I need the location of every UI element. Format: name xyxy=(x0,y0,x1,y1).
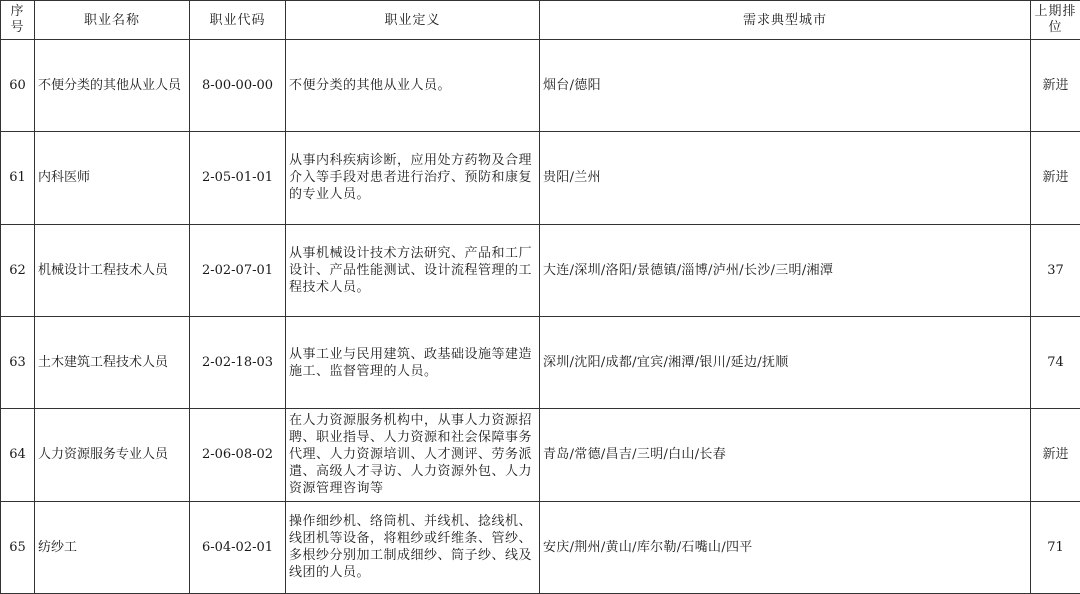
occupation-name: 机械设计工程技术人员 xyxy=(35,224,190,316)
occupation-code: 2-06-08-02 xyxy=(190,409,286,501)
occupation-definition: 从事机械设计技术方法研究、产品和工厂设计、产品性能测试、设计流程管理的工程技术人员。 xyxy=(286,224,540,316)
occupation-code: 2-02-18-03 xyxy=(190,316,286,408)
occupation-definition: 在人力资源服务机构中，从事人力资源招聘、职业指导、人力资源和社会保障事务代理、人力资源培训、人才测评、劳务派遣、高级人才寻访、人力资源外包、人力资源管理咨询等 xyxy=(286,409,540,501)
previous-rank: 新进 xyxy=(1031,132,1080,224)
row-number: 61 xyxy=(1,132,35,224)
previous-rank: 71 xyxy=(1031,501,1080,593)
occupation-definition: 从事工业与民用建筑、政基础设施等建造施工、监督管理的人员。 xyxy=(286,316,540,408)
occupation-code: 6-04-02-01 xyxy=(190,501,286,593)
header-name: 职业名称 xyxy=(35,1,190,40)
occupation-name: 纺纱工 xyxy=(35,501,190,593)
header-row xyxy=(1,1,1080,40)
occupation-code: 8-00-00-00 xyxy=(190,40,286,132)
header-code: 职业代码 xyxy=(190,1,286,40)
table-row xyxy=(1,40,1080,132)
demand-cities: 大连/深圳/洛阳/景德镇/淄博/泸州/长沙/三明/湘潭 xyxy=(540,224,1031,316)
previous-rank: 37 xyxy=(1031,224,1080,316)
occupation-code: 2-02-07-01 xyxy=(190,224,286,316)
header-cities: 需求典型城市 xyxy=(540,1,1031,40)
occupation-definition: 从事内科疾病诊断，应用处方药物及合理介入等手段对患者进行治疗、预防和康复的专业人员。 xyxy=(286,132,540,224)
previous-rank: 新进 xyxy=(1031,40,1080,132)
previous-rank: 新进 xyxy=(1031,409,1080,501)
occupation-definition: 不便分类的其他从业人员。 xyxy=(286,40,540,132)
row-number: 62 xyxy=(1,224,35,316)
header-num: 序号 xyxy=(1,1,35,40)
demand-cities: 贵阳/兰州 xyxy=(540,132,1031,224)
table-row xyxy=(1,132,1080,224)
demand-cities: 深圳/沈阳/成都/宜宾/湘潭/银川/延边/抚顺 xyxy=(540,316,1031,408)
occupation-name: 土木建筑工程技术人员 xyxy=(35,316,190,408)
row-number: 64 xyxy=(1,409,35,501)
occupation-name: 内科医师 xyxy=(35,132,190,224)
demand-cities: 青岛/常德/昌吉/三明/白山/长春 xyxy=(540,409,1031,501)
header-definition: 职业定义 xyxy=(286,1,540,40)
occupation-code: 2-05-01-01 xyxy=(190,132,286,224)
table-row xyxy=(1,224,1080,316)
row-number: 60 xyxy=(1,40,35,132)
row-number: 65 xyxy=(1,501,35,593)
table-row xyxy=(1,316,1080,408)
table-row xyxy=(1,409,1080,501)
occupation-name: 人力资源服务专业人员 xyxy=(35,409,190,501)
demand-cities: 烟台/德阳 xyxy=(540,40,1031,132)
header-prev-rank: 上期排位 xyxy=(1031,1,1080,40)
row-number: 63 xyxy=(1,316,35,408)
occupation-definition: 操作细纱机、络筒机、并线机、捻线机、线团机等设备，将粗纱或纤维条、管纱、多根纱分别加工制成细纱、筒子纱、线及线团的人员。 xyxy=(286,501,540,593)
occupation-name: 不便分类的其他从业人员 xyxy=(35,40,190,132)
table-row xyxy=(1,501,1080,593)
previous-rank: 74 xyxy=(1031,316,1080,408)
demand-cities: 安庆/荆州/黄山/库尔勒/石嘴山/四平 xyxy=(540,501,1031,593)
